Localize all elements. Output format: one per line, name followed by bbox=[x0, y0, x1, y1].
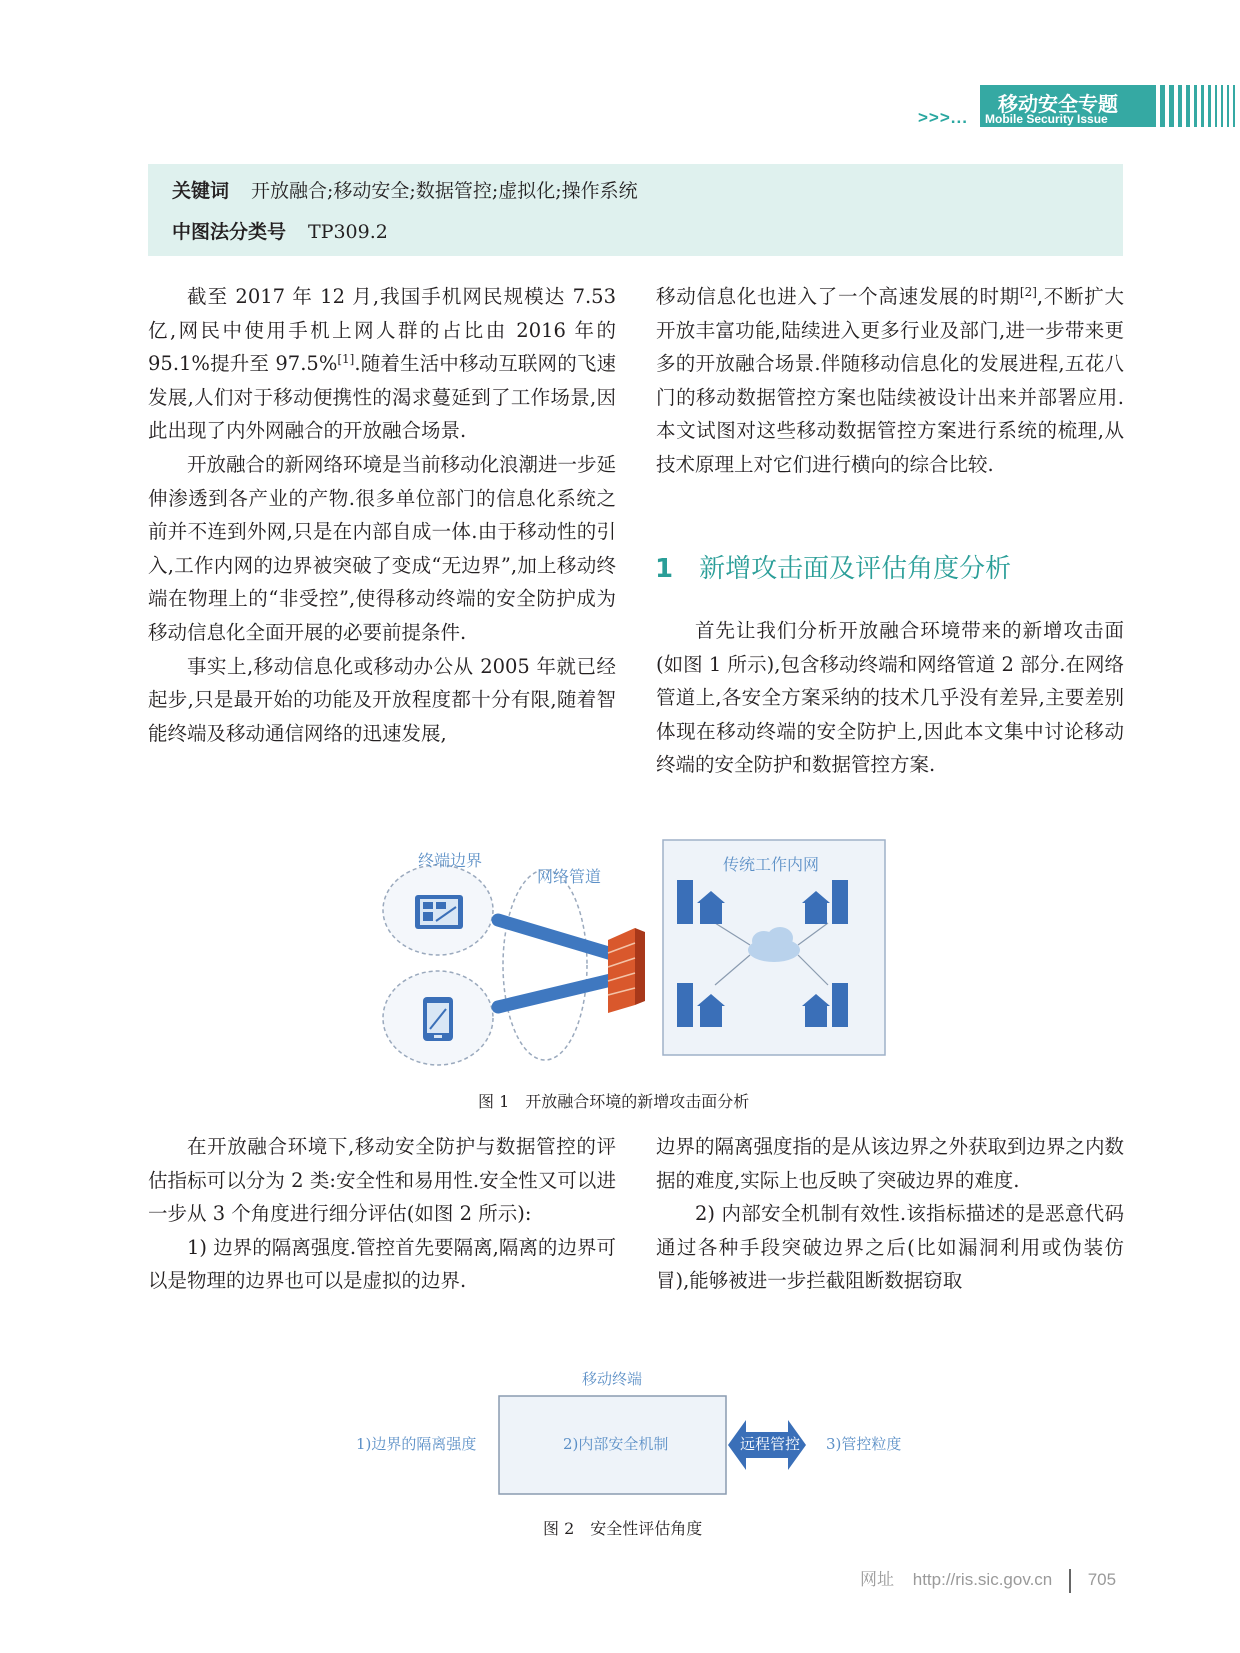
firewall-icon bbox=[608, 928, 645, 1013]
paragraph: 边界的隔离强度指的是从该边界之外获取到边界之内数据的难度,实际上也反映了突破边界的难度. bbox=[656, 1135, 1125, 1192]
paragraph: 事实上,移动信息化或移动办公从 2005 年就已经起步,只是最开始的功能及开放程度都十分有限,随着智能终端及移动通信网络的迅速发展, bbox=[148, 654, 616, 745]
body-left-column-2 bbox=[148, 1130, 616, 1298]
footer-url-label: 网址 bbox=[860, 1570, 894, 1589]
keywords-block bbox=[148, 164, 1123, 256]
header-subtitle: Mobile Security Issue bbox=[985, 112, 1108, 126]
paragraph: 在开放融合环境下,移动安全防护与数据管控的评估指标可以分为 2 类:安全性和易用性.安全性又可以进一步从 3 个角度进行细分评估(如图 2 所示): bbox=[148, 1135, 616, 1226]
keywords-row bbox=[172, 176, 638, 203]
header-arrows: >>>... bbox=[918, 108, 968, 127]
header-stripes bbox=[1150, 85, 1240, 127]
paragraph: 2) 内部安全机制有效性.该指标描述的是恶意代码通过各种手段突破边界之后(比如漏洞利用或伪装仿冒),能够被进一步拦截阻断数据窃取 bbox=[656, 1202, 1124, 1293]
page-footer bbox=[860, 1565, 1116, 1593]
figure-1-caption-text: 开放融合环境的新增攻击面分析 bbox=[525, 1092, 750, 1111]
network-pipe-ellipse bbox=[503, 870, 587, 1060]
section-intro bbox=[656, 614, 1124, 782]
figure-1-intranet-label: 传统工作内网 bbox=[723, 855, 820, 874]
paragraph: 开放融合的新网络环境是当前移动化浪潮进一步延伸渗透到各产业的产物.很多单位部门的信息化系统之前并不连到外网,只是在内部自成一体.由于移动性的引入,工作内网的边界被突破了变成“无边界”,加上移动终端在物理上的“非受控”,使得移动终端的安全防护成为移动信息化全面开展的必要前提条件. bbox=[148, 452, 617, 644]
keywords-value: 开放融合;移动安全;数据管控;虚拟化;操作系统 bbox=[251, 180, 638, 202]
figure-2-granularity-label: 3)管控粒度 bbox=[826, 1435, 902, 1453]
section-title-text: 新增攻击面及评估角度分析 bbox=[699, 554, 1012, 584]
figure-1-caption-number: 图 1 bbox=[478, 1092, 510, 1111]
phone-icon bbox=[423, 997, 453, 1041]
section-title bbox=[655, 548, 1011, 585]
figure-2-caption-number: 图 2 bbox=[543, 1519, 575, 1538]
paragraph: 首先让我们分析开放融合环境带来的新增攻击面(如图 1 所示),包含移动终端和网络管道 2 部分.在网络管道上,各安全方案采纳的技术几乎没有差异,主要差别体现在移动终端的安全防护上,因此本文集中讨论移动终端的安全防护和数据管控方案. bbox=[656, 619, 1124, 777]
figure-2-boundary-label: 1)边界的隔离强度 bbox=[356, 1435, 477, 1453]
paragraph: 截至 2017 年 12 月,我国手机网民规模达 7.53 亿,网民中使用手机上网人群的占比由 2016 年的 95.1%提升至 97.5%[1].随着生活中移动互联网的飞速发展,人们对于移动便携性的渴求蔓延到了工作场景,因此出现了内外网融合的开放融合场景. bbox=[148, 285, 616, 443]
body-right-column bbox=[656, 280, 1124, 482]
page-number: 705 bbox=[1087, 1570, 1117, 1589]
figure-2-internal-label: 2)内部安全机制 bbox=[563, 1435, 669, 1453]
figure-1-network-label: 网络管道 bbox=[537, 867, 602, 886]
keywords-label: 关键词 bbox=[172, 180, 230, 202]
section-number: 1 bbox=[655, 554, 674, 584]
body-right-column-2 bbox=[656, 1130, 1124, 1298]
paragraph: 1) 边界的隔离强度.管控首先要隔离,隔离的边界可以是物理的边界也可以是虚拟的边界. bbox=[148, 1235, 616, 1293]
body-left-column bbox=[148, 280, 616, 750]
clc-value: TP309.2 bbox=[308, 221, 388, 243]
figure-2-remote-label: 远程管控 bbox=[740, 1435, 801, 1453]
footer-separator bbox=[1069, 1569, 1071, 1593]
figure-2-caption-text: 安全性评估角度 bbox=[590, 1519, 703, 1538]
clc-row bbox=[172, 217, 388, 244]
header-title: 移动安全专题 bbox=[998, 92, 1118, 116]
paragraph: 移动信息化也进入了一个高速发展的时期[2],不断扩大开放丰富功能,陆续进入更多行业及部门,进一步带来更多的开放融合场景.伴随移动信息化的发展进程,五花八门的移动数据管控方案也陆续被设计出来并部署应用.本文试图对这些移动数据管控方案进行系统的梳理,从技术原理上对它们进行横向的综合比较. bbox=[656, 285, 1124, 476]
figure-2-mobile-label: 移动终端 bbox=[582, 1370, 643, 1388]
footer-url[interactable]: http://ris.sic.gov.cn bbox=[912, 1570, 1053, 1589]
clc-label: 中图法分类号 bbox=[172, 221, 287, 243]
tablet-icon bbox=[415, 895, 463, 929]
figure-1-caption bbox=[478, 1089, 749, 1112]
figure-2-caption bbox=[543, 1516, 702, 1539]
figure-1-terminal-label: 终端边界 bbox=[418, 851, 483, 870]
